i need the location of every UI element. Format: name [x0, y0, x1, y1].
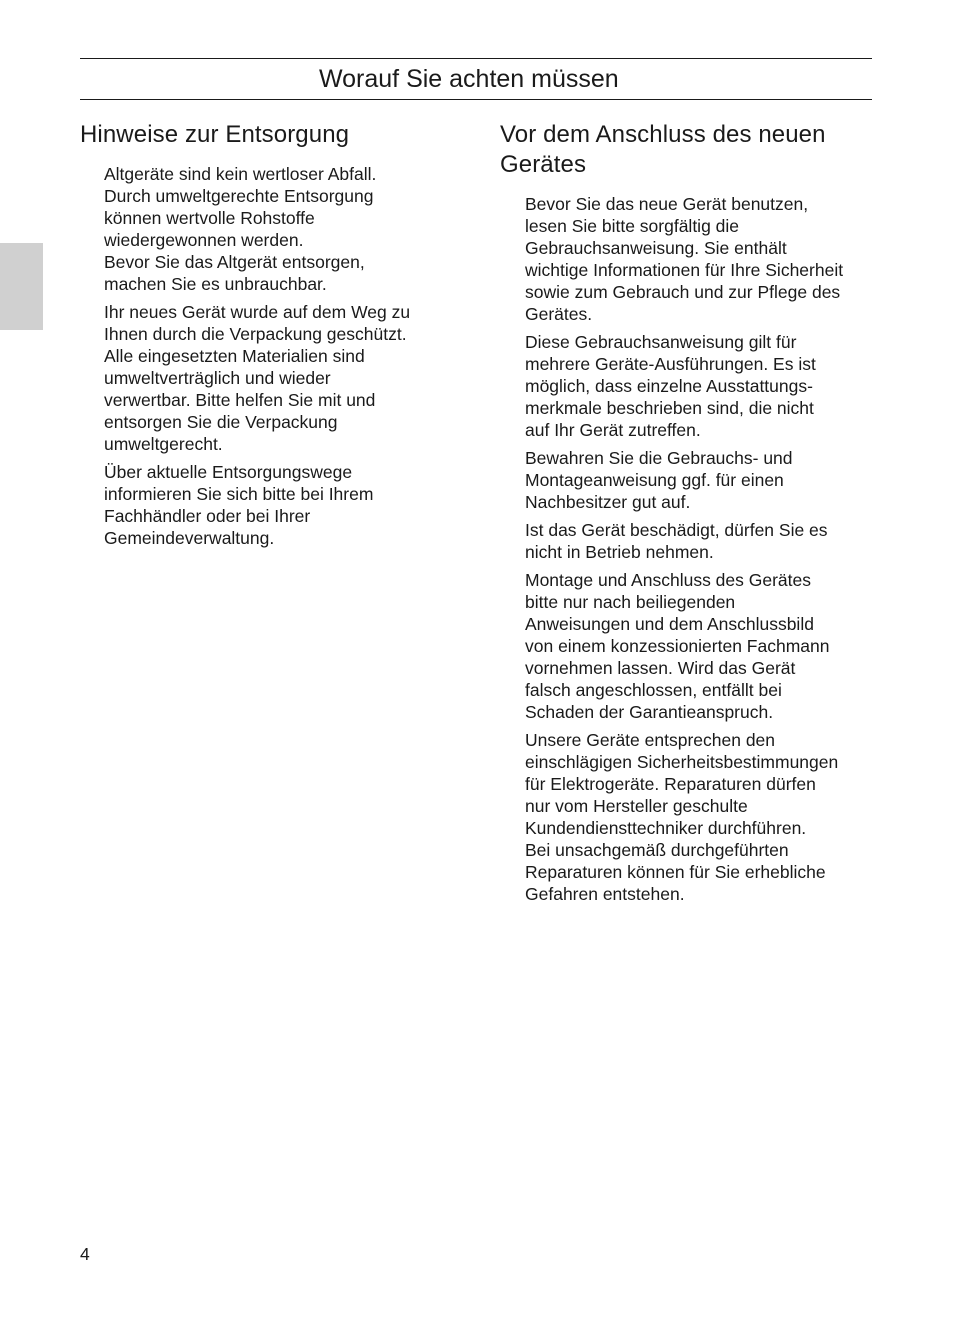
disposal-heading: Hinweise zur Entsorgung — [80, 121, 350, 148]
chapter-tab-marker — [0, 243, 43, 330]
connection-paragraph: Unsere Geräte entsprechen den einschlägigen Sicherheitsbestimmungen für Elektrogeräte. Reparaturen dürfen nur vom Hersteller geschulte Kundendiensttechniker durchführen. Bei unsachgemäß durchgeführten Reparaturen können für Sie erhebliche Gefahren entstehen. — [525, 730, 839, 904]
connection-paragraph: Bevor Sie das neue Gerät benutzen, lesen Sie bitte sorgfältig die Gebrauchsanweisung. Sie enthält wichtige Informationen für Ihre Sicherheit sowie zum Gebrauch und zur Pflege des Gerätes. — [525, 194, 844, 324]
connection-paragraph: Bewahren Sie die Gebrauchs- und Montageanweisung ggf. für einen Nachbesitzer gut auf. — [525, 448, 793, 512]
connection-paragraph: Diese Gebrauchsanweisung gilt für mehrere Geräte-Ausführungen. Es ist möglich, dass einzelne Ausstattungs- merkmale beschrieben sind, die nicht auf Ihr Gerät zutreffen. — [525, 332, 816, 440]
page-number: 4 — [80, 1244, 90, 1264]
disposal-text — [104, 163, 449, 555]
page-title: Worauf Sie achten müssen — [319, 65, 619, 93]
connection-paragraph: Ist das Gerät beschädigt, dürfen Sie es nicht in Betrieb nehmen. — [525, 520, 828, 562]
before-connection-text — [525, 193, 880, 911]
disposal-paragraph: Über aktuelle Entsorgungswege informieren Sie sich bitte bei Ihrem Fachhändler oder bei Ihrer Gemeindeverwaltung. — [104, 462, 374, 548]
before-connection-heading: Vor dem Anschluss des neuen Gerätes — [500, 121, 826, 178]
disposal-paragraph: Altgeräte sind kein wertloser Abfall. Durch umweltgerechte Entsorgung können wertvolle Rohstoffe wiedergewonnen werden. Bevor Sie das Altgerät entsorgen, machen Sie es unbrauchbar. — [104, 164, 377, 294]
page-header — [80, 58, 872, 100]
disposal-paragraph: Ihr neues Gerät wurde auf dem Weg zu Ihnen durch die Verpackung geschützt. Alle eingesetzten Materialien sind umweltverträglich und wieder verwertbar. Bitte helfen Sie mit und entsorgen Sie die Verpackung umweltgerecht. — [104, 302, 411, 454]
connection-paragraph: Montage und Anschluss des Gerätes bitte nur nach beiliegenden Anweisungen und dem Anschlussbild von einem konzessionierten Fachmann vornehmen lassen. Wird das Gerät falsch angeschlossen, entfällt bei Schaden der Garantieanspruch. — [525, 570, 830, 722]
